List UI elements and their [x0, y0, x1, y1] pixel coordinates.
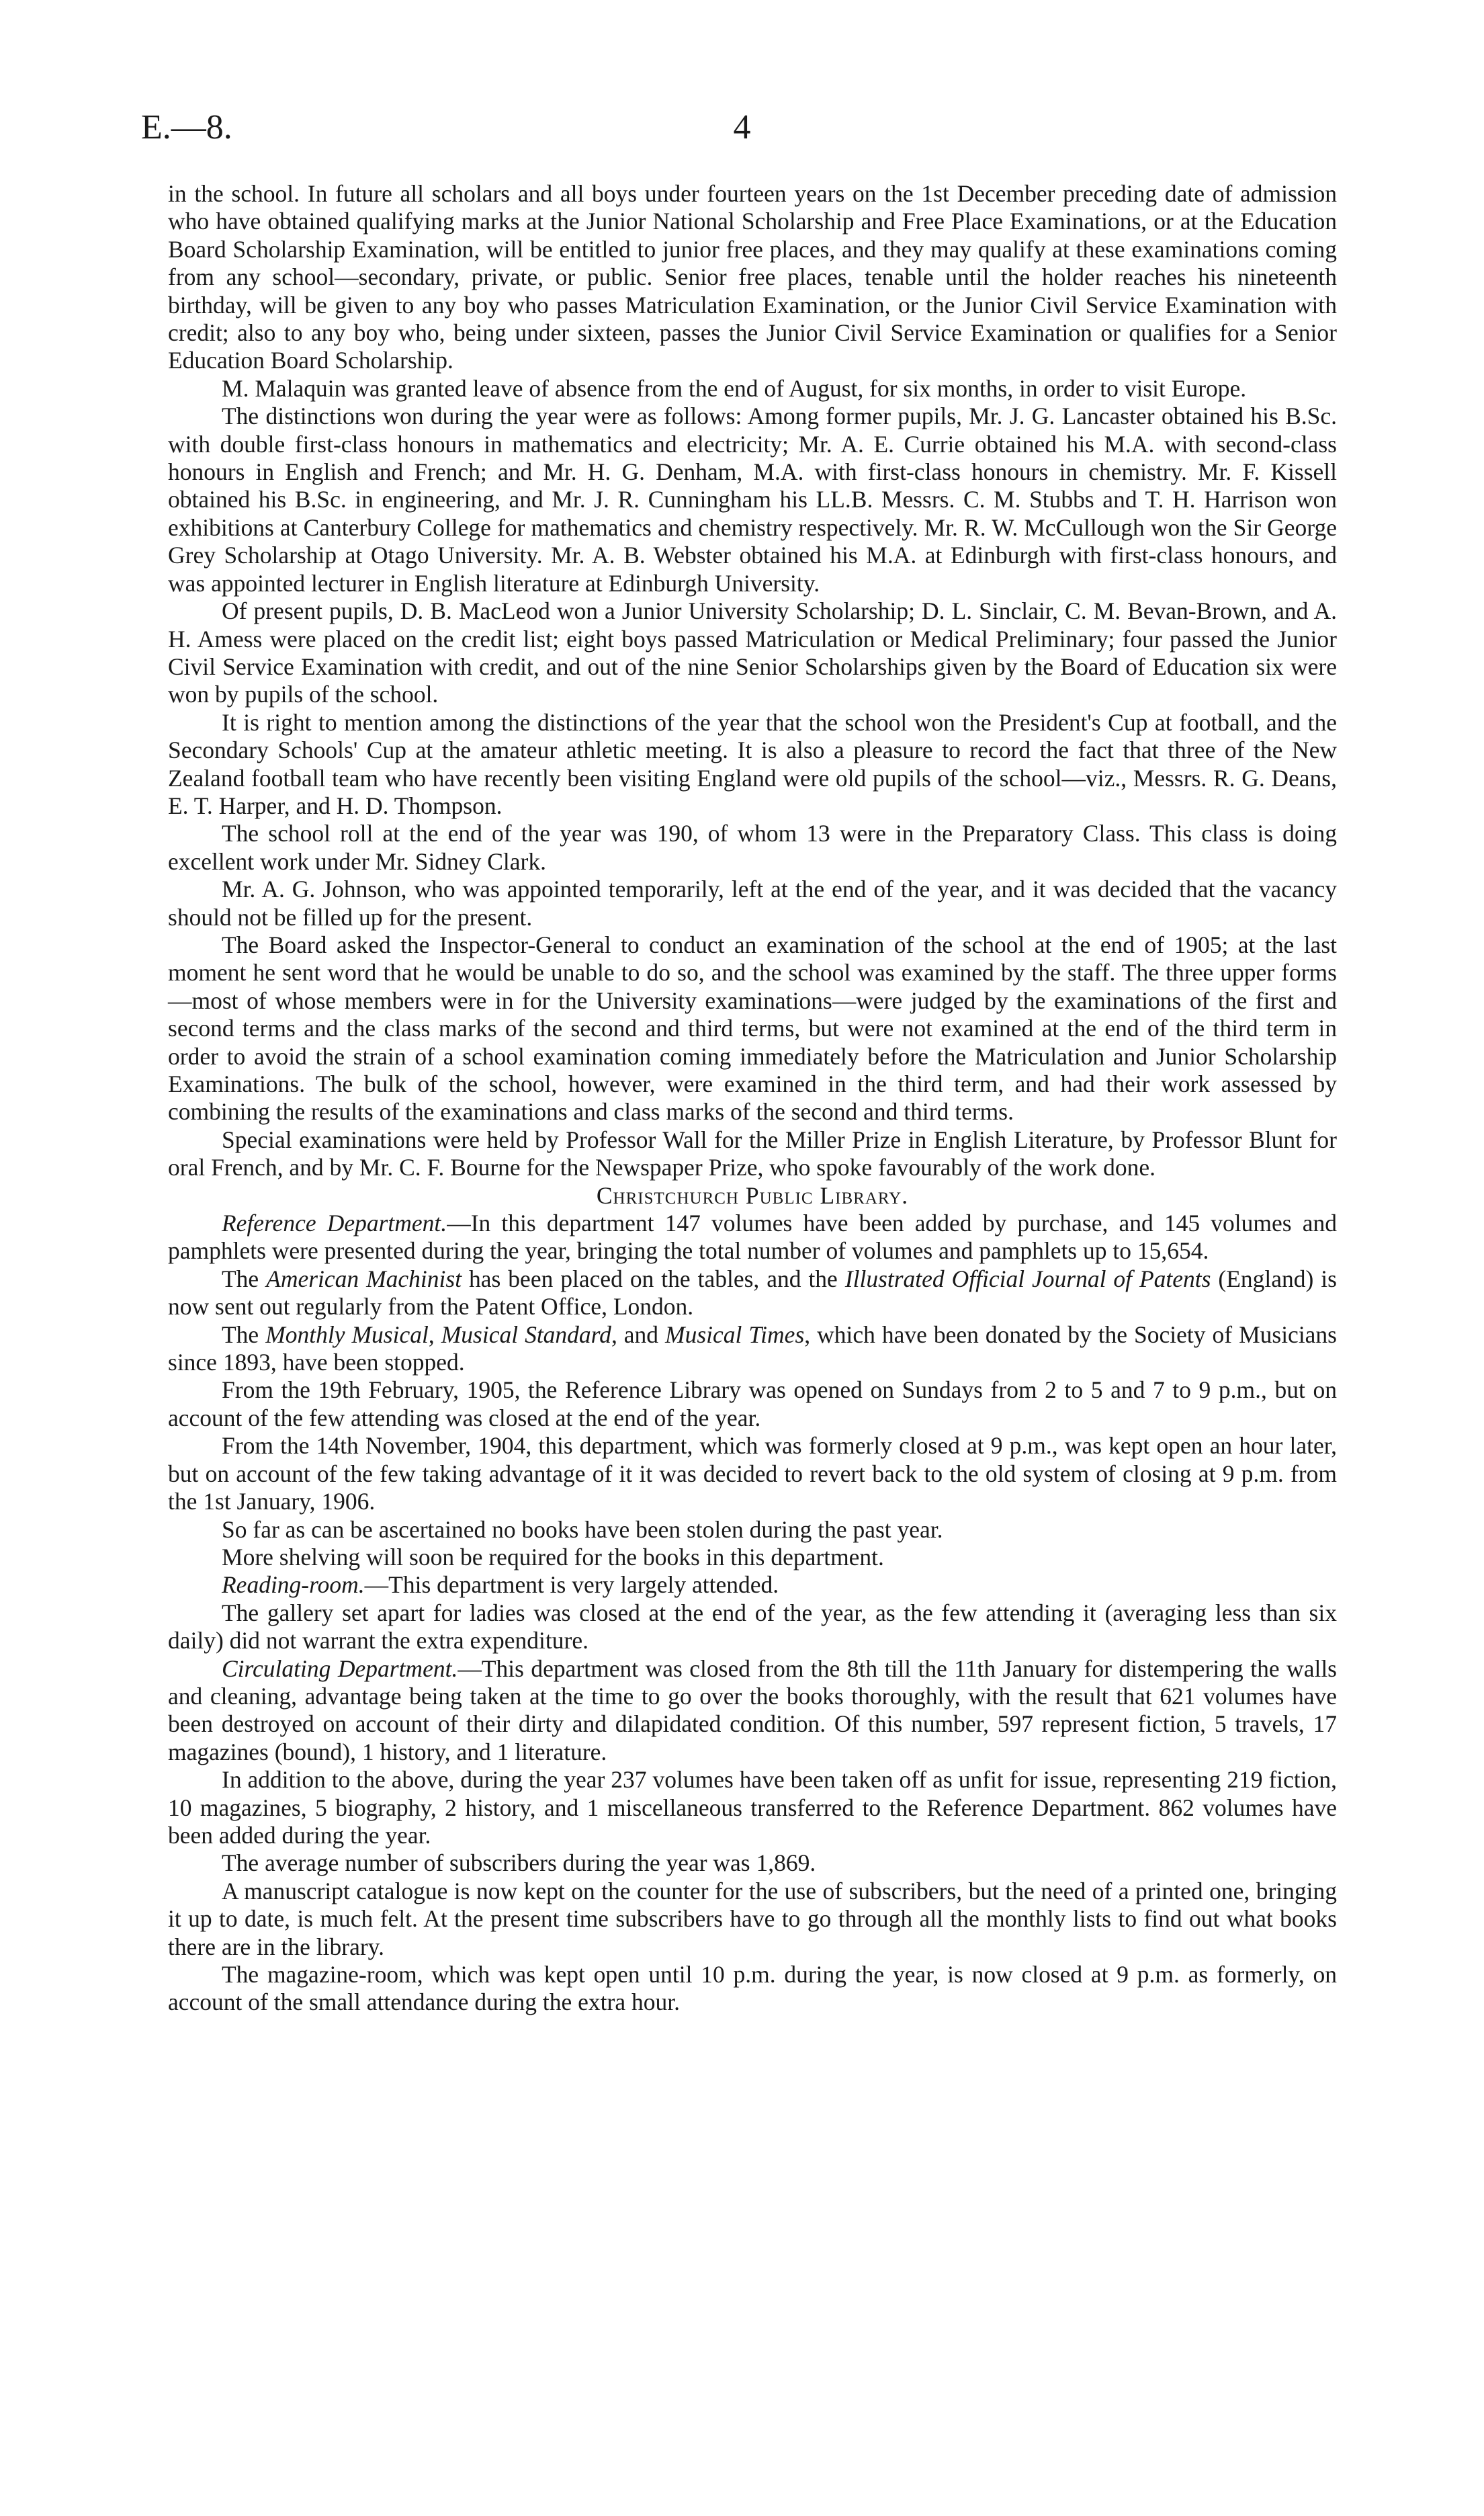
title-american-machinist: American Machinist — [266, 1265, 462, 1292]
paragraph-subscribers: The average number of subscribers during the year was 1,869. — [222, 1849, 816, 1877]
page-body — [168, 180, 1337, 2017]
paragraph-reading-room: Reading-room.—This department is very largely attended. — [222, 1571, 779, 1599]
paragraph-sports-distinctions: It is right to mention among the distinctions of the year that the school won the President's Cup at football, and the Secondary Schools' Cup at the amateur athletic meeting. It is also a pleasure to record the fact that three of the New Zealand football team who have recently been visiting England were old pupils of the school—viz., Messrs. R. G. Deans, E. T. Harper, and H. D. Thompson. — [168, 708, 1337, 819]
page-number: 4 — [733, 108, 751, 146]
paragraph-staff-vacancy: Mr. A. G. Johnson, who was appointed temporarily, left at the end of the year, and it was decided that the vacancy should not be filled up for the present. — [168, 876, 1337, 931]
paragraph-volumes-removed: In addition to the above, during the year 237 volumes have been taken off as unfit for issue, representing 219 fiction, 10 magazines, 5 biography, 2 history, and 1 miscellaneous transferred to the Reference Department. 862 volumes have been added during the year. — [168, 1766, 1337, 1849]
paragraph-reference-department: Reference Department.—In this department 147 volumes have been added by purchase, and 145 volumes and pamphlets were presented during the year, bringing the total number of volumes and pamphlets up to 15,654. — [168, 1210, 1337, 1265]
section-heading-library: Christchurch Public Library. — [596, 1181, 909, 1209]
page-header — [141, 108, 1343, 161]
paragraph-ladies-gallery: The gallery set apart for ladies was closed at the end of the year, as the few attending it (averaging less than six daily) did not warrant the extra expenditure. — [168, 1599, 1337, 1654]
subheading-circulating-department: Circulating Department. — [222, 1654, 458, 1682]
subheading-reading-room: Reading-room. — [222, 1571, 365, 1599]
paragraph-present-pupils: Of present pupils, D. B. MacLeod won a Junior University Scholarship; D. L. Sinclair, C. M. Bevan-Brown, and A. H. Amess were placed on the credit list; eight boys passed Matriculation or Medical Preliminary; four passed the Junior Civil Service Examination with credit, and out of the nine Senior Scholarships given by the Board of Education six were won by pupils of the school. — [168, 597, 1337, 708]
paragraph-school-roll: The school roll at the end of the year was 190, of whom 13 were in the Preparatory Class. This class is doing excellent work under Mr. Sidney Clark. — [168, 820, 1337, 875]
paragraph-periodicals: The American Machinist has been placed on the tables, and the Illustrated Official Journal of Patents (England) is now sent out regularly from the Patent Office, London. — [168, 1265, 1337, 1320]
paragraph-catalogue: A manuscript catalogue is now kept on the counter for the use of subscribers, but the need of a printed one, bringing it up to date, is much felt. At the present time subscribers have to go through all the monthly lists to find out what books there are in the library. — [168, 1877, 1337, 1960]
paragraph-no-thefts: So far as can be ascertained no books have been stolen during the past year. — [222, 1515, 943, 1543]
paragraph-former-pupils: The distinctions won during the year were as follows: Among former pupils, Mr. J. G. Lancaster obtained his B.Sc. with double first-class honours in mathematics and electricity; Mr. A. E. Currie obtained his M.A. with second-class honours in English and French; and Mr. H. G. Denham, M.A. with first-class honours in chemistry. Mr. F. Kissell obtained his B.Sc. in engineering, and Mr. J. R. Cunningham his LL.B. Messrs. C. M. Stubbs and T. H. Harrison won exhibitions at Canterbury College for mathematics and chemistry respectively. Mr. R. W. McCullough won the Sir George Grey Scholarship at Otago University. Mr. A. B. Webster obtained his M.A. at Edinburgh with first-class honours, and was appointed lecturer in English literature at Edinburgh University. — [168, 403, 1337, 597]
paragraph-closing-hours: From the 14th November, 1904, this department, which was formerly closed at 9 p.m., was kept open an hour later, but on account of the few taking advantage of it it was decided to revert back to the old system of closing at 9 p.m. from the 1st January, 1906. — [168, 1432, 1337, 1515]
title-patents-journal: Illustrated Official Journal of Patents — [844, 1265, 1211, 1292]
paragraph-music-periodicals: The Monthly Musical, Musical Standard, and Musical Times, which have been donated by the Society of Musicians since 1893, have been stopped. — [168, 1320, 1338, 1376]
paragraph-shelving: More shelving will soon be required for the books in this department. — [222, 1543, 884, 1570]
title-monthly-musical: Monthly Musical — [265, 1320, 429, 1348]
paragraph-circulating-department: Circulating Department.—This department was closed from the 8th till the 11th January for distempering the walls and cleaning, advantage being taken at the time to go over the books thoroughly, with the result that 621 volumes have been destroyed on account of their dirty and dilapidated condition. Of this number, 597 represent fiction, 5 travels, 17 magazines (bound), 1 history, and 1 literature. — [168, 1654, 1337, 1765]
paragraph-magazine-room: The magazine-room, which was kept open until 10 p.m. during the year, is now closed at 9 p.m. as formerly, on account of the small attendance during the extra hour. — [168, 1961, 1337, 2016]
paragraph-leave-of-absence: M. Malaquin was granted leave of absence from the end of August, for six months, in order to visit Europe. — [222, 374, 1247, 402]
paragraph-examination: The Board asked the Inspector-General to conduct an examination of the school at the end of 1905; at the last moment he sent word that he would be unable to do so, and the school was examined by the staff. The three upper forms—most of whose members were in for the University examinations—were judged by the examinations of the first and second terms and the class marks of the second and third terms, but were not examined at the end of the third term in order to avoid the strain of a school examination coming immediately before the Matriculation and Junior Scholarship Examinations. The bulk of the school, however, were examined in the third term, and had their work assessed by combining the results of the examinations and class marks of the second and third terms. — [168, 931, 1337, 1126]
title-musical-times: Musical Times — [665, 1320, 805, 1348]
subheading-reference-department: Reference Department. — [222, 1210, 447, 1237]
paragraph-free-places: in the school. In future all scholars and all boys under fourteen years on the 1st December preceding date of admission who have obtained qualifying marks at the Junior National Scholarship and Free Place Examinations, or at the Education Board Scholarship Examination, will be entitled to junior free places, and they may qualify at these examinations coming from any school—secondary, private, or public. Senior free places, tenable until the holder reaches his nineteenth birthday, will be given to any boy who passes Matriculation Examination, or the Junior Civil Service Examination with credit; also to any boy who, being under sixteen, passes the Junior Civil Service Examination or qualifies for a Senior Education Board Scholarship. — [168, 180, 1337, 374]
paragraph-sunday-opening: From the 19th February, 1905, the Reference Library was opened on Sundays from 2 to 5 and 7 to 9 p.m., but on account of the few attending was closed at the end of the year. — [168, 1376, 1337, 1431]
title-musical-standard: Musical Standard — [441, 1320, 611, 1348]
document-reference: E.—8. — [141, 108, 232, 146]
paragraph-special-examinations: Special examinations were held by Professor Wall for the Miller Prize in English Literature, by Professor Blunt for oral French, and by Mr. C. F. Bourne for the Newspaper Prize, who spoke favourably of the work done. — [168, 1126, 1337, 1181]
